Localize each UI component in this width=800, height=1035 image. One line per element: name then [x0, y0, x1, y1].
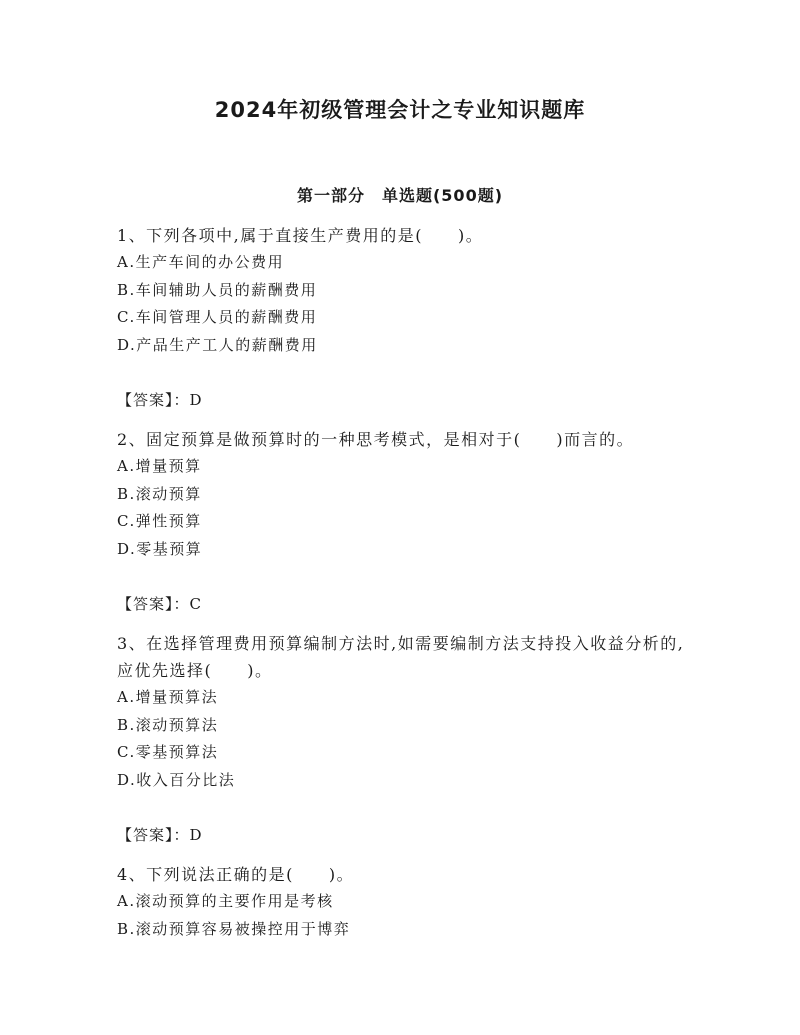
option-c: C.零基预算法: [117, 743, 219, 761]
question-block: [117, 630, 687, 849]
option-c: C.车间管理人员的薪酬费用: [117, 308, 318, 326]
option-b: B.车间辅助人员的薪酬费用: [117, 280, 318, 299]
document-title: 2024年初级管理会计之专业知识题库: [214, 98, 586, 122]
answer-line: 【答案】：C: [117, 595, 202, 613]
option-b: B.滚动预算: [117, 484, 202, 503]
option-a: A.滚动预算的主要作用是考核: [117, 892, 334, 910]
question-stem: 2、固定预算是做预算时的一种思考模式，是相对于( )而言的。: [117, 430, 635, 449]
option-a: A.增量预算法: [117, 688, 219, 706]
question-block: [117, 222, 687, 414]
question-stem: 3、在选择管理费用预算编制方法时,如需要编制方法支持投入收益分析的,应优先选择( )。: [117, 634, 685, 680]
question-block: [117, 861, 687, 943]
option-b: B.滚动预算法: [117, 715, 219, 734]
section-heading: 第一部分 单选题(500题): [296, 186, 504, 205]
option-d: D.零基预算: [117, 539, 203, 558]
option-d: D.产品生产工人的薪酬费用: [117, 335, 318, 354]
option-b: B.滚动预算容易被操控用于博弈: [117, 919, 351, 938]
option-c: C.弹性预算: [117, 512, 202, 530]
option-a: A.增量预算: [117, 457, 202, 475]
answer-line: 【答案】：D: [117, 391, 203, 409]
question-list: [117, 222, 687, 943]
question-stem: 1、下列各项中,属于直接生产费用的是( )。: [117, 226, 484, 245]
answer-line: 【答案】：D: [117, 826, 203, 844]
question-block: [117, 426, 687, 618]
option-a: A.生产车间的办公费用: [117, 253, 285, 271]
option-d: D.收入百分比法: [117, 770, 236, 789]
question-stem: 4、下列说法正确的是( )。: [117, 865, 355, 884]
